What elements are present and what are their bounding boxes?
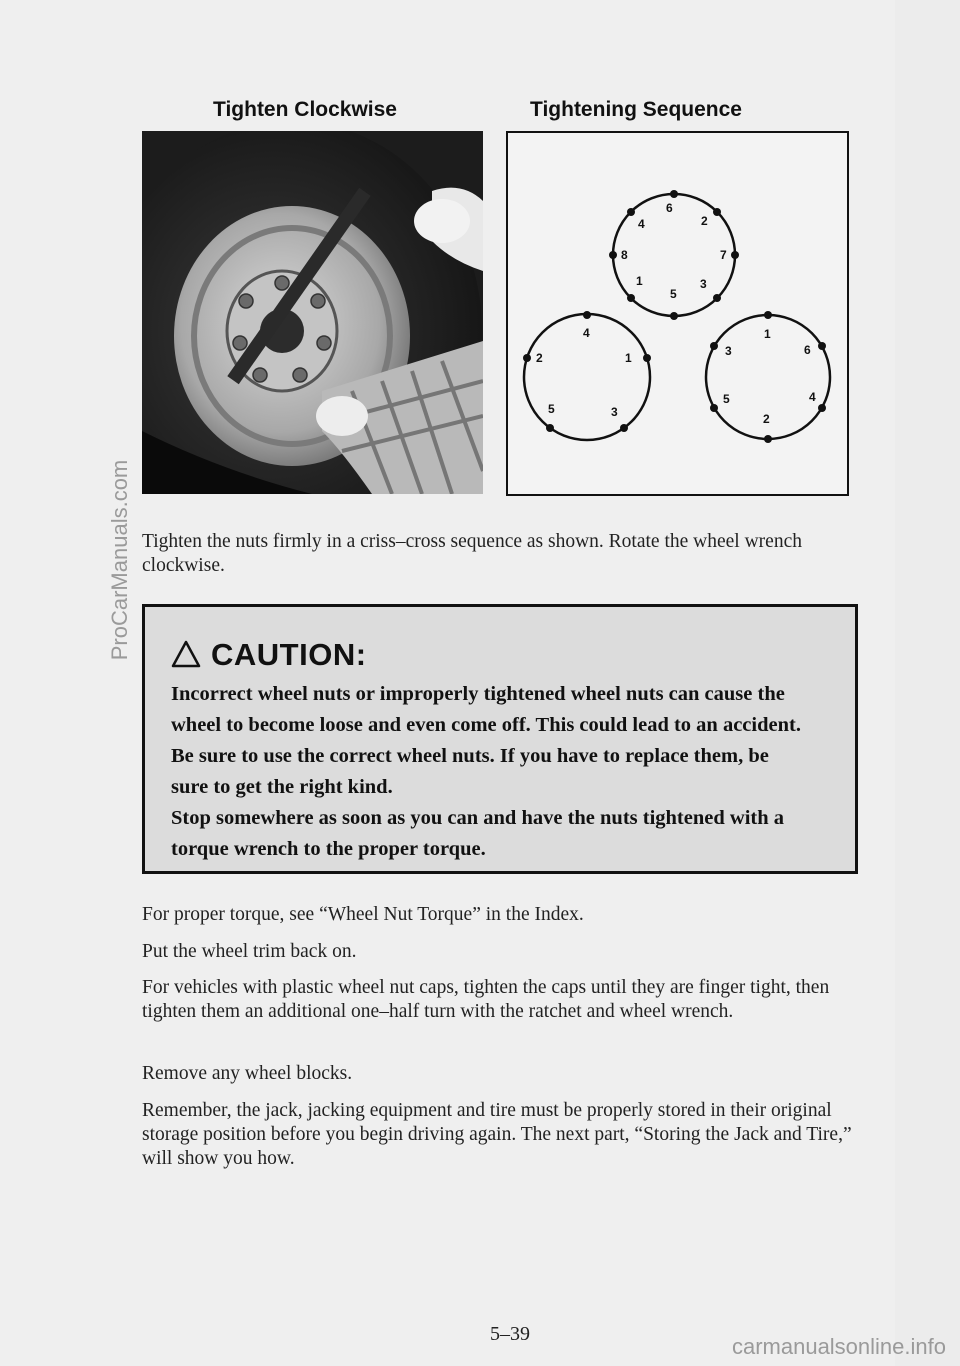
eight-lug-pattern bbox=[609, 190, 739, 320]
bottom-watermark: carmanualsonline.info bbox=[731, 1334, 946, 1359]
caution-title: CAUTION: bbox=[211, 637, 367, 672]
svg-text:7: 7 bbox=[720, 248, 727, 262]
svg-text:1: 1 bbox=[636, 274, 643, 288]
page-number: 5–39 bbox=[490, 1323, 530, 1345]
svg-text:3: 3 bbox=[700, 277, 707, 291]
tightening-sequence-diagram bbox=[506, 131, 849, 496]
svg-text:8: 8 bbox=[621, 248, 628, 262]
svg-text:5: 5 bbox=[670, 287, 677, 301]
caution-box bbox=[142, 604, 858, 874]
torque-paragraph: For proper torque, see “Wheel Nut Torque” in the Index. bbox=[142, 904, 584, 925]
svg-text:6: 6 bbox=[804, 343, 811, 357]
wheel-blocks-paragraph: Remove any wheel blocks. bbox=[142, 1063, 353, 1084]
svg-text:4: 4 bbox=[809, 390, 816, 404]
svg-text:5: 5 bbox=[723, 392, 730, 406]
svg-text:2: 2 bbox=[763, 412, 770, 426]
svg-text:3: 3 bbox=[611, 405, 618, 419]
svg-text:2: 2 bbox=[701, 214, 708, 228]
svg-text:1: 1 bbox=[625, 351, 632, 365]
intro-paragraph: Tighten the nuts firmly in a criss–cross sequence as shown. Rotate the wheel wrench clockwise. bbox=[142, 531, 802, 576]
svg-text:4: 4 bbox=[638, 217, 645, 231]
diagram-caption: Tightening Sequence bbox=[530, 98, 742, 121]
storage-paragraph: Remember, the jack, jacking equipment and tire must be properly stored in their original storage position before you begin driving again. The next part, “Storing the Jack and Tire,” will show you how. bbox=[142, 1100, 852, 1169]
svg-text:6: 6 bbox=[666, 201, 673, 215]
svg-text:1: 1 bbox=[764, 327, 771, 341]
warning-triangle-icon bbox=[171, 640, 201, 668]
svg-text:4: 4 bbox=[583, 326, 590, 340]
svg-text:3: 3 bbox=[725, 344, 732, 358]
five-lug-pattern bbox=[523, 311, 651, 440]
six-lug-pattern bbox=[706, 311, 830, 443]
photo-caption: Tighten Clockwise bbox=[213, 98, 397, 121]
trim-paragraph: Put the wheel trim back on. bbox=[142, 941, 357, 962]
svg-text:5: 5 bbox=[548, 402, 555, 416]
svg-text:2: 2 bbox=[536, 351, 543, 365]
caution-paragraph-2: Stop somewhere as soon as you can and have the nuts tightened with a torque wrench to the proper torque. bbox=[171, 807, 784, 860]
nut-caps-paragraph: For vehicles with plastic wheel nut caps, tighten the caps until they are finger tight, then tighten them an additional one–half turn with the ratchet and wheel wrench. bbox=[142, 977, 830, 1022]
caution-paragraph-1: Incorrect wheel nuts or improperly tightened wheel nuts can cause the wheel to become loose and even come off. This could lead to an accident. Be sure to use the correct wheel nuts. If you have to replace them, be sure to get the right kind. bbox=[171, 683, 801, 798]
tighten-clockwise-photo bbox=[142, 131, 483, 494]
side-watermark: ProCarManuals.com bbox=[107, 459, 132, 661]
